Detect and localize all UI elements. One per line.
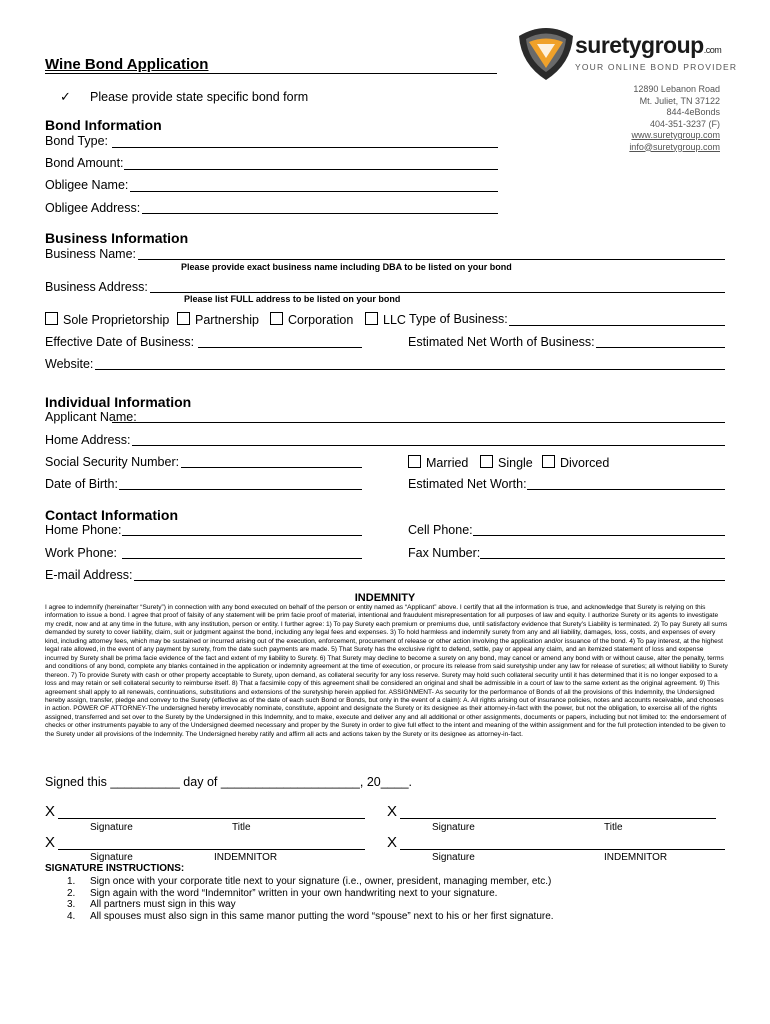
indemnitor-caption: INDEMNITOR	[604, 852, 668, 863]
form-title: Wine Bond Application	[45, 56, 209, 73]
signature-x-mark: X	[387, 803, 398, 820]
entity-option-sole-prop[interactable]	[45, 312, 169, 327]
instruction-number: 2.	[67, 888, 76, 899]
marital-option-married[interactable]	[408, 455, 468, 470]
effective-date-label: Effective Date of Business:	[45, 335, 195, 349]
option-label: Sole Proprietorship	[63, 313, 170, 327]
home-address-label: Home Address:	[45, 433, 131, 447]
option-label: LLC	[383, 313, 406, 327]
signature-caption: Signature	[432, 822, 475, 833]
obligee-address-label: Obligee Address:	[45, 201, 141, 215]
signature-instructions-heading: SIGNATURE INSTRUCTIONS:	[45, 863, 185, 874]
home-phone-field[interactable]	[122, 535, 362, 536]
checkbox[interactable]	[177, 312, 190, 325]
business-address-label: Business Address:	[45, 280, 148, 294]
business-name-note: Please provide exact business name including DBA to be listed on your bond	[181, 262, 512, 272]
business-net-worth-field[interactable]	[596, 347, 725, 348]
indemnitor-line-2[interactable]	[400, 849, 725, 850]
individual-info-heading: Individual Information	[45, 394, 192, 410]
work-phone-field[interactable]	[122, 558, 362, 559]
indemnitor-line-1[interactable]	[58, 849, 365, 850]
marital-option-divorced[interactable]	[542, 455, 609, 470]
type-of-business-label: Type of Business:	[409, 312, 508, 326]
title-caption: Title	[232, 822, 251, 833]
surety-group-logo	[515, 22, 738, 82]
cell-phone-label: Cell Phone:	[408, 523, 473, 537]
instruction-number: 1.	[67, 876, 76, 887]
instruction-number: 3.	[67, 899, 76, 910]
logo-suffix: .com	[703, 45, 722, 55]
indemnitor-caption: INDEMNITOR	[214, 852, 278, 863]
business-name-label: Business Name:	[45, 247, 137, 261]
logo-wordmark: suretygroup	[575, 32, 704, 58]
signature-line-1[interactable]	[58, 818, 365, 819]
applicant-name-field[interactable]	[112, 422, 725, 423]
ssn-label: Social Security Number:	[45, 455, 180, 469]
option-label: Corporation	[288, 313, 354, 327]
ssn-field[interactable]	[181, 467, 362, 468]
website-label: Website:	[45, 357, 94, 371]
signed-date-line[interactable]: Signed this __________ day of ____________________, 20____.	[45, 775, 413, 789]
website-link[interactable]: www.suretygroup.com	[631, 130, 720, 140]
home-phone-label: Home Phone:	[45, 523, 122, 537]
obligee-name-label: Obligee Name:	[45, 178, 129, 192]
email-label: E-mail Address:	[45, 568, 133, 582]
individual-net-worth-field[interactable]	[527, 489, 725, 490]
bond-amount-label: Bond Amount:	[45, 156, 124, 170]
signature-caption: Signature	[90, 852, 133, 863]
business-address-field[interactable]	[150, 292, 725, 293]
signature-x-mark: X	[387, 834, 398, 851]
option-label: Single	[498, 456, 533, 470]
address-line: 12890 Lebanon Road	[633, 84, 720, 94]
fax-number-field[interactable]	[480, 558, 725, 559]
cell-phone-field[interactable]	[473, 535, 725, 536]
business-net-worth-label: Estimated Net Worth of Business:	[408, 335, 595, 349]
signature-line-2[interactable]	[400, 818, 716, 819]
checkbox[interactable]	[270, 312, 283, 325]
phone-line: 844-4eBonds	[666, 107, 720, 117]
business-info-heading: Business Information	[45, 230, 189, 246]
marital-option-single[interactable]	[480, 455, 533, 470]
checkbox[interactable]	[365, 312, 378, 325]
company-address-block	[629, 84, 720, 153]
bond-info-heading: Bond Information	[45, 117, 162, 133]
state-form-note: Please provide state specific bond form	[90, 90, 309, 104]
signature-caption: Signature	[432, 852, 475, 863]
indemnity-heading: INDEMNITY	[354, 592, 416, 604]
instruction-number: 4.	[67, 911, 76, 922]
obligee-name-field[interactable]	[130, 191, 498, 192]
effective-date-field[interactable]	[198, 347, 362, 348]
business-name-field[interactable]	[138, 259, 725, 260]
checkbox[interactable]	[480, 455, 493, 468]
checkbox[interactable]	[408, 455, 421, 468]
business-address-note: Please list FULL address to be listed on your bond	[184, 294, 401, 304]
signature-caption: Signature	[90, 822, 133, 833]
entity-option-partnership[interactable]	[177, 312, 259, 327]
home-address-field[interactable]	[132, 445, 725, 446]
fax-number-label: Fax Number:	[408, 546, 481, 560]
contact-info-heading: Contact Information	[45, 507, 178, 523]
instruction-item: All partners must sign in this way	[90, 899, 236, 910]
bond-type-label: Bond Type:	[45, 134, 109, 148]
email-field[interactable]	[134, 580, 725, 581]
work-phone-label: Work Phone:	[45, 546, 118, 560]
shield-logo-icon	[515, 22, 577, 82]
individual-net-worth-label: Estimated Net Worth:	[408, 477, 527, 491]
checkmark-icon: ✓	[60, 89, 71, 104]
instruction-item: Sign again with the word “Indemnitor” written in your own handwriting next to your signature.	[90, 888, 498, 899]
website-field[interactable]	[95, 369, 725, 370]
title-rule	[45, 73, 497, 74]
instruction-item: All spouses must also sign in this same manor putting the word “spouse” next to his or her first signature.	[90, 911, 554, 922]
checkbox[interactable]	[45, 312, 58, 325]
checkbox[interactable]	[542, 455, 555, 468]
address-line: Mt. Juliet, TN 37122	[639, 95, 720, 106]
obligee-address-field[interactable]	[142, 213, 498, 214]
bond-amount-field[interactable]	[124, 169, 498, 170]
dob-field[interactable]	[119, 489, 362, 490]
email-link[interactable]: info@suretygroup.com	[629, 141, 720, 152]
indemnity-text: I agree to indemnify (hereinafter “Surety”) in connection with any bond executed on behalf of the person or entity named as “Applicant” above. I certify that all the information is true, and acknowledge that Surety is relying on this information to issue a bond. I agree that proof of falsity of any statement will be prim facie proof of material, intentional and fraudulent misrepresentation for all purposes of law and equity. I authorize Surety or its agents to investigate my credit, now and at any time in the future, with any institution, person or entity. I further agree: 1) To pay Surety each premium or premiums due, until satisfactory evidence that Surety’s Liability is terminated. 2) To pay Surety all sums demanded by surety to cover liability, claim, suit or judgment against the bond, including any legal fees and expenses. 3) To hold harmless and indemnify surety from any and all liability, damages, loss, costs, and expenses of every kind, including attorney fees, which may be sustained or incurred arising out of the execution, enforcement, procurement of release or other action involving the application and/or issuance of the bond. 4) To pay interest, at the highest legal rate allowed, in the event of any payment by surety, from the date such payments are made. 5) That Surety has the exclusive right to defend, settle, pay or appeal any claim, and an itemized statement of loss and expense incurred by Surety shall be prima facie evidence of the fact and extent of my liability to Surety. 6) That Surety may decline to become a surety on any bond, may cancel or amend any bond with or without cause, alter the penalty, terms and conditions of any bond, complete any blanks contained in the application or indemnity agreement at the time of execution, or procure its release from said suretyship under any law for release of sureties; all without liability to Surety thereon. 7) To provide Surety with cash or other property acceptable to Surety, upon demand, as collateral security for any loss reserve. Surety may hold such collateral security until it has determined that it is no longer exposed to a loss and may retain or sell collateral security to reimburse itself. 8) That a facsimile copy of this agreement shall be considered an original and shall be admissible in a court of law to the same extent as the original agreement. 9) This agreement shall apply to all renewals, continuations, substitutions and extensions of the suretyship herein applied for. ASSIGNMENT- As security for the performance of Bonds of all the provisions of this Indemnity, the Undersigned hereby assign, transfer, pledge and convey to the Surety (effective as of the date of each such Bond or Bonds, but only in the event of a claim): A. All rights arising out of insurance policies, notes and accounts receivable, and chooses in action. POWER OF ATTORNEY-The undersigned hereby irrevocably nominate, constitute, appoint and designate the Surety or its designee as their attorney-in-fact with the power, but not the obligation, to exercise all of the rights assigned, transferred and set over to the Surety by the Undersigned in this Indemnity, and to make, execute and deliver any and all additional or other assignments, documents or papers, including but not limited to: the endorsement of checks or other instruments payable to any of the Undersigned deemed necessary and proper by the Surety in order to give full effect to the intent and meaning of the within assignment and for the full protection intended to be given to the Surety under all provisions of the Indemnity. The Undersigned hereby ratify and affirm all acts and actions taken by the Surety or its designee as attorney-in-fact.	[45, 604, 728, 738]
entity-option-llc[interactable]	[365, 312, 406, 327]
signature-x-mark: X	[45, 803, 56, 820]
option-label: Married	[426, 456, 469, 470]
applicant-name-label: Applicant Name:	[45, 410, 137, 424]
dob-label: Date of Birth:	[45, 477, 118, 491]
type-of-business-field[interactable]	[509, 325, 725, 326]
signature-x-mark: X	[45, 834, 56, 851]
logo-tagline: YOUR ONLINE BOND PROVIDER	[575, 62, 738, 72]
title-caption: Title	[604, 822, 623, 833]
option-label: Divorced	[560, 456, 610, 470]
bond-type-field[interactable]	[112, 147, 498, 148]
entity-option-corporation[interactable]	[270, 312, 353, 327]
instruction-item: Sign once with your corporate title next to your signature (i.e., owner, president, managing member, etc.)	[90, 876, 552, 887]
fax-line: 404-351-3237 (F)	[649, 118, 720, 129]
option-label: Partnership	[195, 313, 259, 327]
